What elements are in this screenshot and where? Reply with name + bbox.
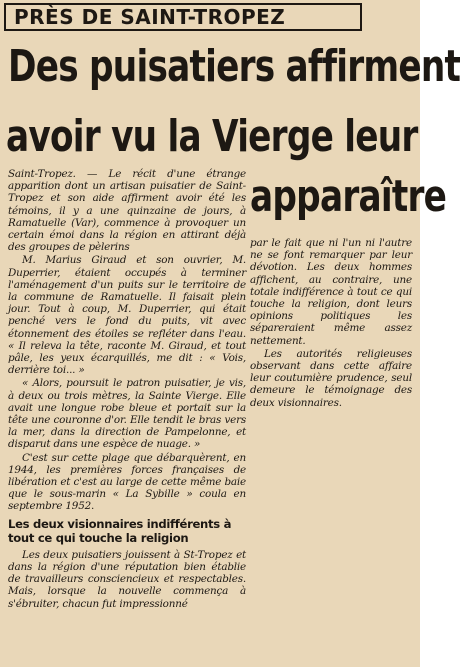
paragraph-4: C'est sur cette plage que débarquèrent, en 1944, les premières forces françaises de libération et c'est au large de cette même baie que le sous-marin « La Sybille » coula en septembre 1952. bbox=[8, 451, 246, 513]
article-right-column bbox=[250, 237, 412, 410]
paragraph-2: M. Marius Giraud et son ouvrier, M. Duperrier, étaient occupés à terminer l'aménagement d'un puits sur le territoire de la commune de Ramatuelle. Il faisait plein jour. Tout à coup, M. Duperrier, qui était penché vers le fond du puits, vit avec étonnement des étoiles se refléter dans l'eau. « Il releva la tête, raconte M. Giraud, et tout pâle, les yeux écarquillés, me dit : « Vois, derrière toi... » bbox=[8, 254, 246, 377]
paragraph-1: Saint-Tropez. — Le récit d'une étrange apparition dont un artisan puisatier de Saint-Tropez et son aide affirment avoir été les témoins, il y a une quinzaine de jours, à Ramatuelle (Var), commence à provoquer un certain émoi dans la région en attirant déjà des groupes de pèlerins bbox=[8, 168, 246, 254]
paragraph-6: par le fait que ni l'un ni l'autre ne se font remarquer par leur dévotion. Les deux hommes affichent, au contraire, une totale indifférence à tout ce qui touche la religion, dont leurs opinions politiques les sépareraient même assez nettement. bbox=[250, 237, 412, 347]
headline-line-1: Des puisatiers affirment bbox=[8, 41, 460, 92]
headline-line-3: apparaître bbox=[250, 171, 447, 222]
paragraph-3: « Alors, poursuit le patron puisatier, je vis, à deux ou trois mètres, la Sainte Vierge. Elle avait une longue robe bleue et portait sur la tête une couronne d'or. Elle tendit le bras vers la mer, dans la direction de Pampelonne, et disparut dans une espèce de nuage. » bbox=[8, 377, 246, 451]
subheading: Les deux visionnaires indifférents à tout ce qui touche la religion bbox=[8, 516, 232, 545]
paragraph-5: Les deux puisatiers jouissent à St-Tropez et dans la région d'une réputation bien établie de travailleurs consciencieux et respectables. Mais, lorsque la nouvelle commença à s'ébruiter, chacun fut impressionné bbox=[8, 548, 246, 610]
kicker-heading: PRÈS DE SAINT-TROPEZ bbox=[4, 3, 362, 31]
article-left-column bbox=[8, 168, 246, 611]
headline-line-2: avoir vu la Vierge leur bbox=[6, 111, 418, 162]
paragraph-7: Les autorités religieuses observant dans cette affaire leur coutumière prudence, seul demeure le témoignage des deux visionnaires. bbox=[250, 347, 412, 409]
